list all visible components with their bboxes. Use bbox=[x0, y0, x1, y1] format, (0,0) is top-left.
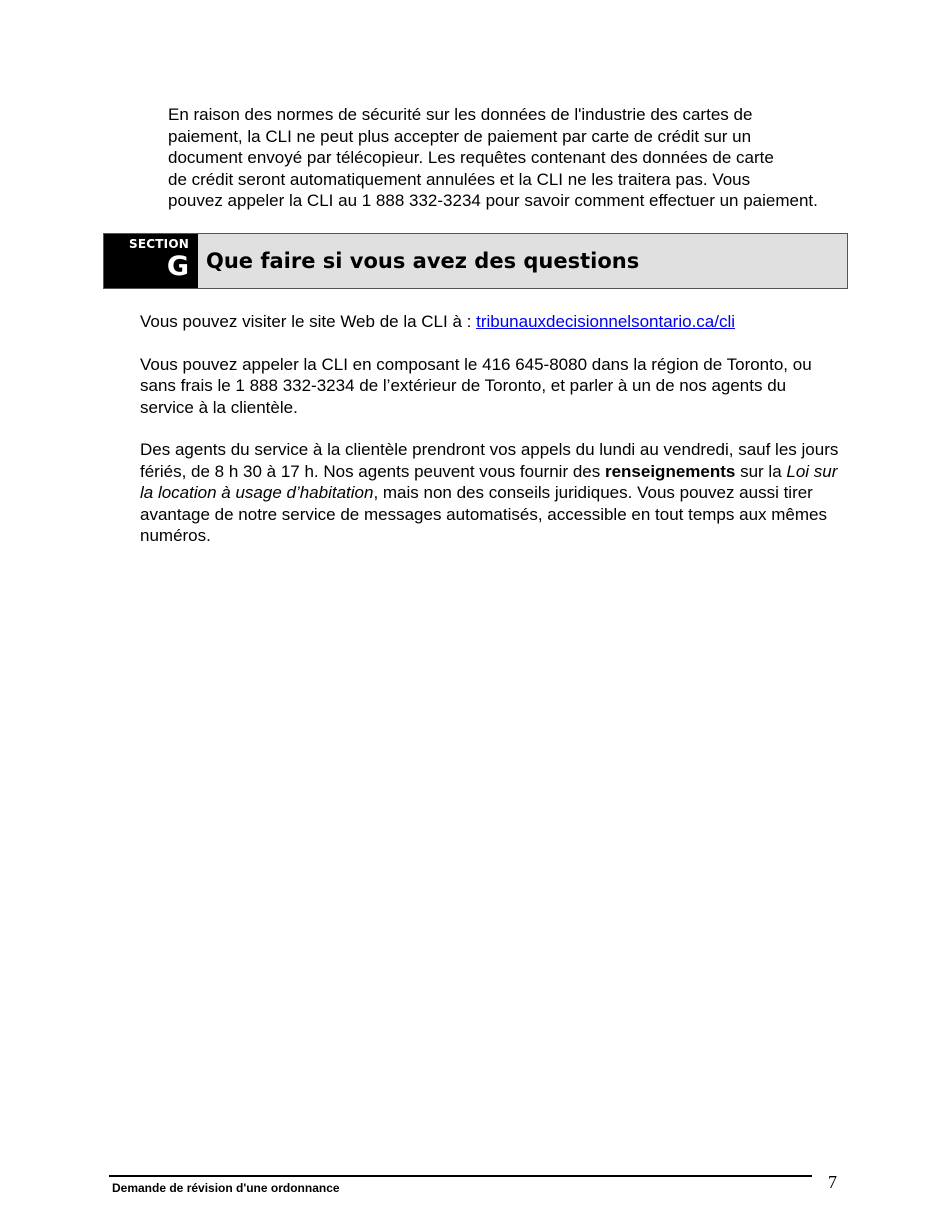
hours-paragraph bbox=[140, 439, 840, 546]
payment-notice-line: En raison des normes de sécurité sur les données de l'industrie des cartes de bbox=[168, 105, 753, 124]
hours-text: sur la bbox=[735, 461, 787, 481]
phone-paragraph: Vous pouvez appeler la CLI en composant le 416 645-8080 dans la région de Toronto, ou sans frais le 1 888 332-3234 de l’extérieur de Toronto, et parler à un de nos agents du service à la clientèle. bbox=[140, 354, 812, 417]
footer-divider bbox=[109, 1175, 812, 1177]
section-label: SECTION bbox=[129, 237, 189, 251]
section-letter: G bbox=[166, 251, 189, 282]
footer-title: Demande de révision d'une ordonnance bbox=[112, 1181, 340, 1195]
payment-notice bbox=[168, 104, 888, 212]
hours-text: Des agents du service à la clientèle prendront vos appels du lundi au vendredi, sauf les jours fériés, de 8 h 30 à 17 h. Nos agents peuvent vous fournir des bbox=[140, 440, 839, 481]
payment-notice-line: pouvez appeler la CLI au 1 888 332-3234 pour savoir comment effectuer un paiement. bbox=[168, 191, 818, 211]
website-link[interactable]: tribunauxdecisionnelsontario.ca/cli bbox=[476, 312, 736, 331]
section-title: Que faire si vous avez des questions bbox=[206, 249, 640, 273]
payment-notice-line: document envoyé par télécopieur. Les requêtes contenant des données de carte bbox=[168, 148, 774, 168]
section-header bbox=[103, 233, 848, 289]
hours-bold: renseignements bbox=[604, 461, 736, 481]
law-title: Loi sur la location à usage d’habitation bbox=[140, 461, 838, 503]
payment-notice-line: paiement, la CLI ne peut plus accepter de paiement par carte de crédit sur un bbox=[168, 126, 752, 146]
payment-notice-line: de crédit seront automatiquement annulées et la CLI ne les traitera pas. Vous bbox=[168, 169, 751, 189]
website-paragraph bbox=[140, 311, 840, 332]
section-body bbox=[140, 311, 840, 568]
hours-text: , mais non des conseils juridiques. Vous pouvez aussi tirer avantage de notre service de messages automatisés, accessible en tout temps aux mêmes numéros. bbox=[140, 483, 827, 546]
section-tag bbox=[104, 234, 198, 288]
section-title-box bbox=[198, 234, 847, 288]
website-prefix: Vous pouvez visiter le site Web de la CLI à : bbox=[140, 312, 477, 331]
page-number: 7 bbox=[828, 1172, 837, 1192]
